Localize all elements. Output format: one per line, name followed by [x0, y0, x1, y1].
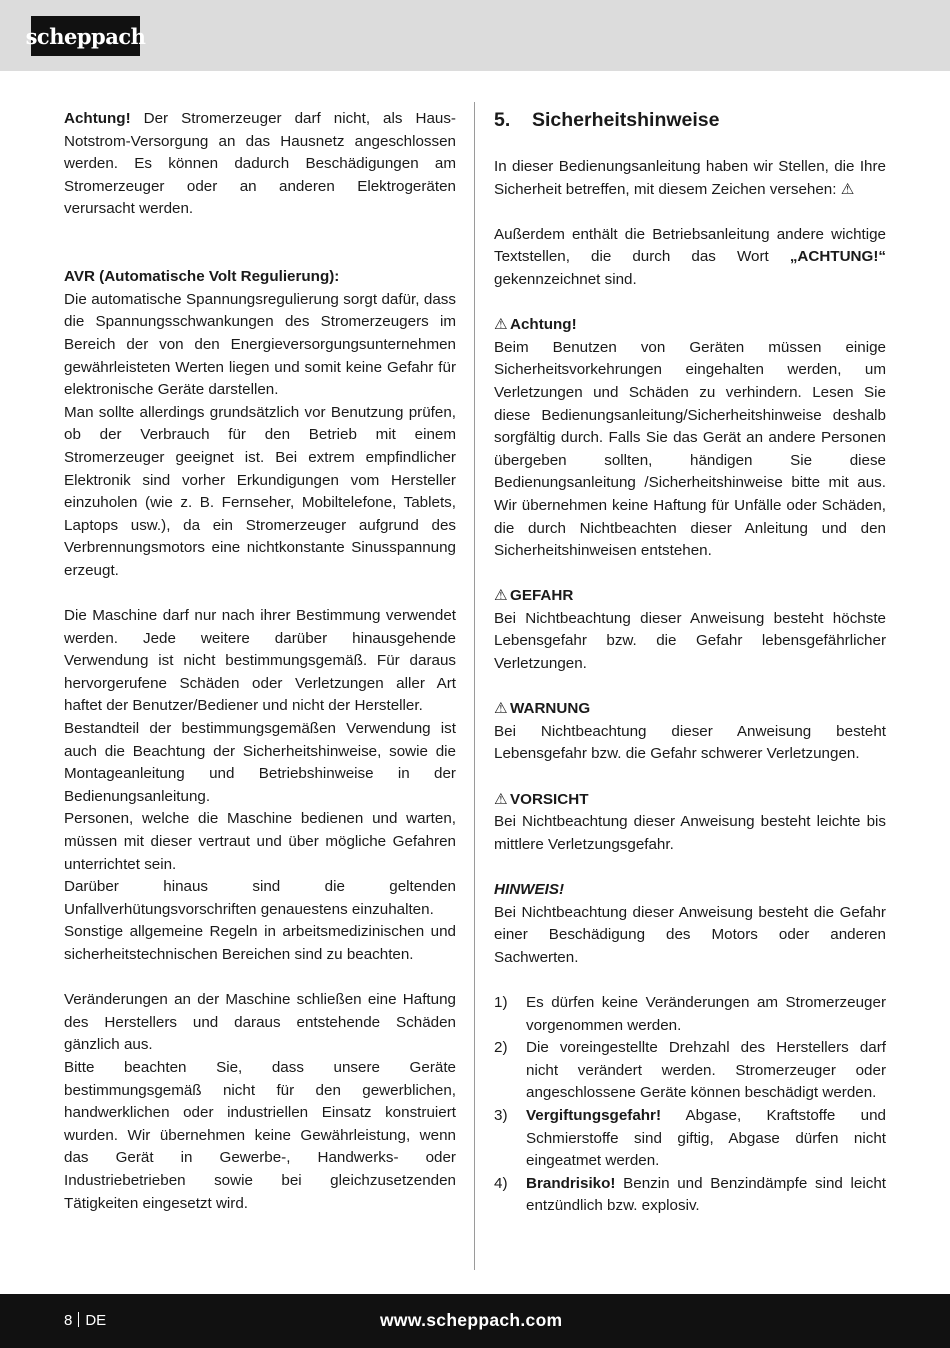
list-item: [494, 1105, 886, 1173]
avr-heading: AVR (Automatische Volt Regulierung):: [64, 268, 340, 286]
avr-paragraph-2: Man sollte allerdings grundsätzlich vor Benutzung prüfen, ob der Verbrauch für den Betrieb mit einem Stromerzeuger geeignet ist. Bei extrem empfindlicher Elektronik sind vorher Erkundigungen vom Hersteller einzuholen (wie z. B. Fernseher, Mobiltelefone, Tablets, Laptops usw.), da ein Stromerzeuger aufgrund des Verbrennungsmotors eine nichtkonstante Sinusspannung erzeugt.: [64, 403, 456, 579]
list-item: [494, 1037, 886, 1105]
list-item-body: Abgase, Kraftstoffe und Schmierstoffe sind giftig, Abgase dürfen nicht eingeatmet werden.: [526, 1106, 886, 1170]
modification-paragraph-2: Bitte beachten Sie, dass unsere Geräte bestimmungsgemäß nicht für den gewerblichen, handwerklichen oder industriellen Einsatz konstruiert wurden. Wir übernehmen keine Gewährleistung, wenn das Gerät in Gewerbe-, Handwerks- oder Industriebetrieben sowie bei gleichzusetzenden Tätigkeiten eingesetzt wird.: [64, 1058, 456, 1212]
list-item-number: 1): [494, 993, 508, 1011]
list-item: [494, 1173, 886, 1218]
gefahr-heading-text: GEFAHR: [510, 587, 574, 605]
website-link[interactable]: www.scheppach.com: [380, 1310, 563, 1330]
page-footer: [0, 1294, 950, 1348]
achtung-body: Beim Benutzen von Geräten müssen einige Sicherheitsvorkehrungen eingehalten werden, um Verletzungen und Schäden zu verhindern. Lesen Sie diese Bedienungsanleitung/Sicherheitshinweise deshalb sorgfältig durch. Falls Sie das Gerät an andere Personen übergeben sollten, händigen Sie diese Bedienungsanleitung /Sicherheitshinweise bitte mit aus. Wir übernehmen keine Haftung für Unfälle oder Schäden, die durch Nichtbeachten dieser Anleitung und den Sicherheitshinweisen entstehen.: [494, 338, 886, 560]
achtung-heading-text: Achtung!: [510, 316, 577, 334]
right-column: [494, 108, 886, 1218]
list-item-text: [526, 1037, 886, 1105]
logo-text: scheppach: [25, 23, 146, 49]
avr-paragraph-1: Die automatische Spannungsregulierung sorgt dafür, dass die Spannungsschwankungen des Stromerzeugers im Bereich der von den Energieversorgungsunternehmen gewährleisteten Werten liegen und somit keine Gefahr für elektronische Geräte darstellen.: [64, 290, 456, 399]
safety-list: [494, 992, 886, 1218]
list-item-text: [526, 1105, 886, 1173]
list-item-number: 2): [494, 1039, 508, 1057]
hinweis-heading: HINWEIS!: [494, 881, 565, 898]
section-title-text: Sicherheitshinweise: [532, 109, 720, 131]
warnung-heading-text: WARNUNG: [510, 700, 591, 718]
list-item-bold: Brandrisiko!: [526, 1174, 616, 1192]
gefahr-heading: [494, 585, 886, 608]
use-paragraph-3: Personen, welche die Maschine bedienen und warten, müssen mit dieser vertraut und über mögliche Gefahren unterrichtet sein.: [64, 810, 456, 873]
column-divider: [474, 102, 475, 1270]
use-paragraph-2: Bestandteil der bestimmungsgemäßen Verwendung ist auch die Beachtung der Sicherheitshinweise, sowie die Montageanleitung und Betriebshinweise in der Bedienungsanleitung.: [64, 720, 456, 805]
list-item-text: [526, 1173, 886, 1218]
use-paragraph-4: Darüber hinaus sind die geltenden Unfallverhütungsvorschriften genauestens einzuhalten.: [64, 878, 456, 918]
list-item-number: 4): [494, 1174, 508, 1192]
use-paragraph-1: Die Maschine darf nur nach ihrer Bestimmung verwendet werden. Jede weitere darüber hinausgehende Verwendung ist nicht bestimmungsgemäß. Für daraus hervorgerufene Schäden oder Verletzungen aller Art haftet der Benutzer/Bediener und nicht der Hersteller.: [64, 607, 456, 715]
modification-paragraph-1: Veränderungen an der Maschine schließen eine Haftung des Herstellers und daraus entstehende Schäden gänzlich aus.: [64, 991, 456, 1054]
intro2-text-b: gekennzeichnet sind.: [494, 270, 637, 288]
left-column: [64, 108, 456, 1215]
list-item-bold: Vergiftungsgefahr!: [526, 1106, 662, 1124]
page-number-value: 8: [64, 1312, 73, 1329]
achtung-paragraph: [64, 108, 456, 221]
page-header: [0, 0, 950, 71]
language-code: DE: [85, 1312, 107, 1329]
warnung-body: Bei Nichtbeachtung dieser Anweisung besteht Lebensgefahr bzw. die Gefahr schwerer Verletzungen.: [494, 722, 886, 763]
warning-triangle-icon: ⚠: [494, 700, 508, 718]
list-item-body: Benzin und Benzindämpfe sind leicht entzündlich bzw. explosiv.: [526, 1174, 886, 1215]
hinweis-body: Bei Nichtbeachtung dieser Anweisung besteht die Gefahr einer Beschädigung des Motors oder anderen Sachwerten.: [494, 903, 886, 966]
warning-triangle-icon: ⚠: [494, 587, 508, 605]
intro-text: In dieser Bedienungsanleitung haben wir Stellen, die Ihre Sicherheit betreffen, mit diesem Zeichen versehen:: [494, 158, 886, 198]
vorsicht-heading-text: VORSICHT: [510, 790, 589, 808]
page-number: [64, 1310, 106, 1332]
list-item-number: 3): [494, 1106, 508, 1124]
intro-paragraph-2: [494, 224, 886, 292]
intro-paragraph: [494, 156, 886, 201]
list-item-body: Die voreingestellte Drehzahl des Herstellers darf nicht verändert werden. Stromerzeuger oder angeschlossene Geräte können beschädigt werden.: [526, 1039, 886, 1102]
achtung-keyword: „ACHTUNG!“: [789, 248, 886, 266]
use-paragraph-5: Sonstige allgemeine Regeln in arbeitsmedizinischen und sicherheitstechnischen Bereichen sind zu beachten.: [64, 923, 456, 963]
vorsicht-heading: [494, 789, 886, 812]
vorsicht-body: Bei Nichtbeachtung dieser Anweisung besteht leichte bis mittlere Verletzungsgefahr.: [494, 813, 886, 853]
scheppach-logo: [25, 16, 146, 56]
section-title: [494, 108, 886, 132]
warnung-heading: [494, 698, 886, 721]
achtung-text: Der Stromerzeuger darf nicht, als Haus-Notstrom-Versorgung an das Hausnetz angeschlossen werden. Es können dadurch Beschädigungen am Stromerzeuger oder an anderen Elektrogeräten verursacht werden.: [64, 110, 456, 218]
gefahr-body: Bei Nichtbeachtung dieser Anweisung besteht höchste Lebensgefahr bzw. die Gefahr lebensgefährlicher Verletzungen.: [494, 609, 886, 673]
warning-triangle-icon: ⚠: [840, 180, 855, 198]
section-number: 5.: [494, 109, 511, 131]
footer-separator: [78, 1312, 79, 1327]
list-item: [494, 992, 886, 1037]
list-item-body: Es dürfen keine Veränderungen am Stromerzeuger vorgenommen werden.: [526, 993, 886, 1034]
warning-triangle-icon: ⚠: [494, 316, 508, 334]
list-item-text: [526, 992, 886, 1037]
achtung-label: Achtung!: [64, 110, 131, 127]
warning-triangle-icon: ⚠: [494, 790, 508, 808]
intro2-text-a: Außerdem enthält die Betriebsanleitung andere wichtige Textstellen, die durch das Wort: [494, 225, 886, 266]
achtung-heading: [494, 314, 886, 337]
